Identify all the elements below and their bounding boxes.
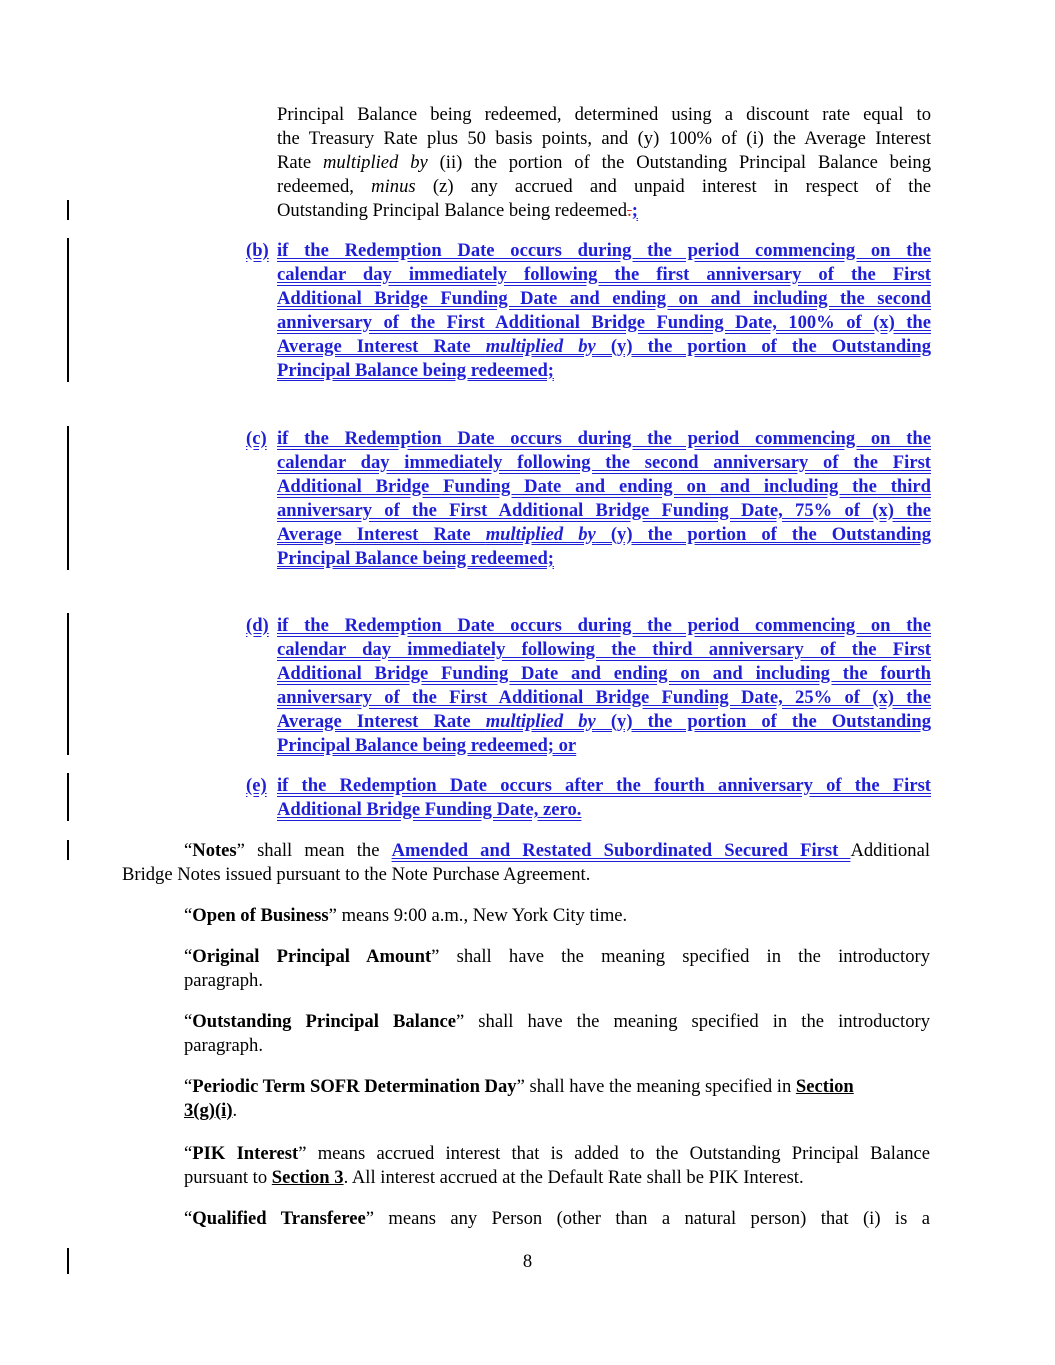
text-run: (y) the portion of the Outstanding	[595, 335, 931, 357]
text-line	[277, 335, 931, 359]
list-item	[277, 774, 931, 822]
text-run: Average Interest Rate	[277, 335, 486, 357]
item-label: (e)	[246, 775, 267, 796]
text-line: “Open of Business” means 9:00 a.m., New York City time.	[184, 905, 628, 926]
definition-qualified-transferee	[184, 1207, 930, 1231]
quote-mark: “	[184, 840, 193, 861]
text-run: Rate	[277, 151, 323, 173]
text-run: (z) any accrued and unpaid interest in respect of the	[415, 175, 931, 197]
section-reference: Section	[795, 1076, 854, 1097]
text-run: Additional	[850, 840, 930, 861]
inserted-text: ;	[631, 199, 638, 221]
text-line	[184, 1166, 930, 1190]
text-line	[122, 839, 930, 863]
text-line: anniversary of the First Additional Bridge Funding Date, 75% of (x) the	[277, 499, 931, 521]
text-run: means accrued interest that is added to the Outstanding Principal Balance	[306, 1143, 931, 1164]
text-line: paragraph.	[184, 1034, 263, 1056]
defined-term: Open of Business	[192, 905, 329, 926]
text-run: (y) the portion of the Outstanding	[595, 710, 931, 732]
text-line: Principal Balance being redeemed, determined using a discount rate equal to	[277, 104, 931, 125]
text-line: Principal Balance being redeemed;	[277, 359, 554, 381]
definition-pik-interest	[184, 1142, 930, 1190]
text-line: if the Redemption Date occurs during the period commencing on the	[277, 240, 931, 261]
text-line: Additional Bridge Funding Date, zero.	[277, 798, 582, 820]
text-line: calendar day immediately following the first anniversary of the First	[277, 263, 931, 285]
change-bar	[67, 840, 69, 860]
italic-run: multiplied by	[322, 151, 428, 173]
text-line	[184, 1099, 934, 1123]
defined-term: Outstanding Principal Balance	[192, 1011, 456, 1032]
text-line: “PIK Interest” means accrued interest that is added to the Outstanding Principal Balance	[184, 1143, 931, 1164]
text-run: shall mean the	[244, 840, 392, 861]
definition-open-of-business	[184, 904, 930, 928]
text-line: paragraph.	[184, 969, 263, 991]
page-number: 8	[522, 1251, 533, 1272]
defined-term: PIK Interest	[192, 1143, 299, 1164]
quote-mark: ”	[236, 840, 245, 861]
inserted-text: Amended and Restated Subordinated Secured First	[391, 840, 851, 861]
text-run: .	[232, 1099, 238, 1121]
italic-run: minus	[371, 175, 416, 197]
item-label: (c)	[246, 428, 267, 449]
text-line: Additional Bridge Funding Date and ending on and including the second	[277, 287, 931, 309]
text-line: “Qualified Transferee” means any Person (other than a natural person) that (i) is a	[184, 1208, 930, 1229]
text-line	[277, 710, 931, 734]
text-run: (ii) the portion of the Outstanding Principal Balance being	[427, 151, 931, 173]
text-run: shall have the meaning specified in the introductory	[464, 1011, 930, 1032]
text-line: if the Redemption Date occurs during the period commencing on the	[277, 428, 931, 449]
text-run: Outstanding Principal Balance being redeemed	[277, 199, 628, 221]
item-label: (d)	[246, 615, 269, 636]
definition-periodic-term-sofr	[184, 1075, 934, 1123]
text-line: calendar day immediately following the third anniversary of the First	[277, 638, 931, 660]
change-bar	[67, 613, 69, 755]
text-line: if the Redemption Date occurs after the fourth anniversary of the First	[277, 775, 931, 796]
text-line	[277, 175, 931, 199]
definition-outstanding-principal-balance	[184, 1010, 930, 1058]
text-line: Additional Bridge Funding Date and ending on and including the third	[277, 475, 931, 497]
deleted-text: .	[627, 199, 632, 221]
text-run: means any Person (other than a natural person) that (i) is a	[374, 1208, 930, 1229]
text-run: shall have the meaning specified in	[524, 1076, 796, 1097]
text-line: anniversary of the First Additional Bridge Funding Date, 25% of (x) the	[277, 686, 931, 708]
change-bar	[67, 238, 69, 382]
text-run: means 9:00 a.m., New York City time.	[336, 905, 628, 926]
text-line: the Treasury Rate plus 50 basis points, and (y) 100% of (i) the Average Interest	[277, 127, 931, 149]
text-run: (y) the portion of the Outstanding	[595, 523, 931, 545]
text-line	[277, 199, 931, 223]
section-reference: 3(g)(i)	[184, 1099, 233, 1121]
text-line: “Original Principal Amount” shall have the meaning specified in the introductory	[184, 946, 930, 967]
defined-term: Qualified Transferee	[192, 1208, 366, 1229]
section-reference: Section 3	[271, 1166, 344, 1188]
change-bar	[67, 773, 69, 821]
definition-original-principal-amount	[184, 945, 930, 993]
defined-term: Original Principal Amount	[192, 946, 432, 967]
list-item	[277, 239, 931, 382]
text-line: if the Redemption Date occurs during the period commencing on the	[277, 615, 931, 636]
text-line: “Periodic Term SOFR Determination Day” shall have the meaning specified in Section	[184, 1076, 854, 1097]
change-bar	[67, 200, 69, 220]
list-item	[277, 614, 931, 757]
text-line: Principal Balance being redeemed; or	[277, 734, 577, 756]
change-bar	[67, 426, 69, 570]
text-line: calendar day immediately following the second anniversary of the First	[277, 451, 931, 473]
item-label: (b)	[246, 240, 269, 261]
defined-term: Notes	[192, 840, 237, 861]
continuation-paragraph	[277, 103, 931, 223]
text-line: Additional Bridge Funding Date and ending on and including the fourth	[277, 662, 931, 684]
text-run: . All interest accrued at the Default Rate shall be PIK Interest.	[343, 1166, 804, 1188]
italic-run: multiplied by	[485, 335, 596, 357]
text-line: Principal Balance being redeemed;	[277, 547, 554, 569]
text-run: redeemed,	[277, 175, 372, 197]
text-run: Average Interest Rate	[277, 710, 486, 732]
text-run: shall have the meaning specified in the introductory	[439, 946, 930, 967]
text-line: Bridge Notes issued pursuant to the Note Purchase Agreement.	[122, 863, 591, 885]
text-line	[277, 523, 931, 547]
text-line: “Outstanding Principal Balance” shall have the meaning specified in the introductory	[184, 1011, 930, 1032]
italic-run: multiplied by	[485, 710, 596, 732]
text-line	[277, 151, 931, 175]
definition-notes	[122, 839, 930, 887]
defined-term: Periodic Term SOFR Determination Day	[192, 1076, 517, 1097]
text-line: anniversary of the First Additional Bridge Funding Date, 100% of (x) the	[277, 311, 931, 333]
italic-run: multiplied by	[485, 523, 596, 545]
text-run: Average Interest Rate	[277, 523, 486, 545]
text-run: pursuant to	[184, 1166, 272, 1188]
list-item	[277, 427, 931, 570]
